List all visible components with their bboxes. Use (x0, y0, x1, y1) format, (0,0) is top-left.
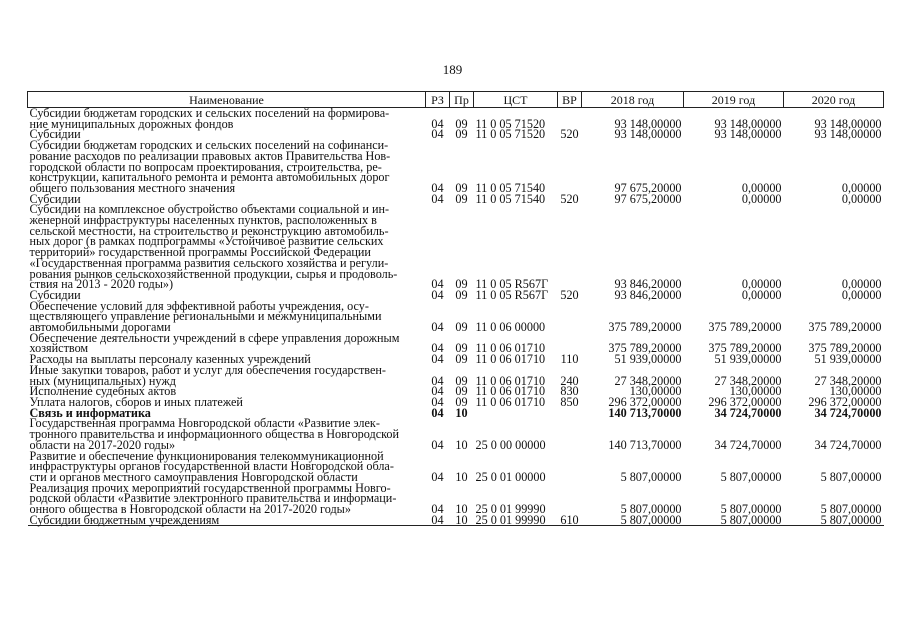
name-line: ствия на 2013 - 2020 годы») (29, 277, 174, 292)
cell-rz: 04 (431, 352, 444, 367)
cell-cst: 25 0 01 99990 (474, 515, 558, 526)
cell-2020: 0,00000 (841, 287, 882, 302)
cell-2020: 34 724,70000 (814, 437, 882, 452)
cell-pr: 09 (455, 394, 468, 409)
header-2020: 2020 год (784, 92, 884, 108)
name-line: сельской местности, на строительство и реконструкцию автомобиль- (29, 223, 389, 238)
cell-2019: 0,00000 (741, 180, 782, 195)
cell-cst: 11 0 06 01710 (475, 341, 546, 356)
name-line: ных (муниципальных) нужд (29, 373, 176, 388)
cell-2018: 93 846,20000 (614, 287, 682, 302)
cell-2019: 93 148,00000 (714, 116, 782, 131)
cell-2020: 375 789,20000 (808, 341, 882, 356)
name-line: Субсидии (29, 127, 81, 142)
name-line: Государственная программа Новгородской области «Развитие элек- (29, 416, 380, 431)
cell-rz: 04 (431, 180, 444, 195)
cell-vr (558, 408, 582, 419)
cell-pr: 10 (450, 515, 474, 526)
cell-pr: 09 (455, 277, 468, 292)
cell-cst: 11 0 06 01710 (475, 373, 546, 388)
cell-2019: 296 372,00000 (708, 394, 782, 409)
cell-2019: 375 789,20000 (708, 341, 782, 356)
cell-2018: 375 789,20000 (608, 341, 682, 356)
cell-pr: 09 (455, 384, 468, 399)
name-line: Субсидии на комплексное обустройство объектами социальной и ин- (29, 202, 390, 217)
cell-cst: 11 0 05 71520 (475, 116, 546, 131)
name-line: рования рынков сельскохозяйственной продукции, сырья и продоволь- (29, 266, 398, 281)
cell-2018: 27 348,20000 (614, 373, 682, 388)
cell-rz: 04 (431, 341, 444, 356)
header-2018: 2018 год (582, 92, 684, 108)
cell-2019: 27 348,20000 (714, 373, 782, 388)
cell-2020: 0,00000 (841, 191, 882, 206)
cell-2019: 5 807,00000 (684, 515, 784, 526)
cell-vr: 520 (560, 287, 579, 302)
cell-rz: 04 (431, 384, 444, 399)
cell-name (28, 140, 426, 194)
cell-pr: 10 (455, 502, 468, 517)
cell-cst: 11 0 06 01710 (475, 394, 546, 409)
cell-rz: 04 (426, 515, 450, 526)
cell-vr: 110 (560, 352, 579, 367)
cell-vr: 240 (560, 373, 579, 388)
name-line: хозяйством (29, 341, 89, 356)
cell-cst: 25 0 01 99990 (475, 502, 546, 517)
cell-2019: 34 724,70000 (714, 437, 782, 452)
cell-vr: 610 (558, 515, 582, 526)
name-line: онного общества в Новгородской области на 2017-2020 годы» (29, 502, 351, 517)
table-row (28, 483, 884, 515)
cell-cst: 11 0 05 71520 (475, 127, 546, 142)
name-line: Субсидии бюджетным учреждениям (29, 512, 220, 527)
cell-2020: 51 939,00000 (814, 352, 882, 367)
name-line: ществляющего управление региональными и межмуниципальными (29, 309, 382, 324)
cell-pr: 09 (455, 180, 468, 195)
cell-2018: 97 675,20000 (614, 191, 682, 206)
cell-2018: 51 939,00000 (614, 352, 682, 367)
cell-2018: 5 807,00000 (620, 502, 682, 517)
cell-name (28, 204, 426, 290)
cell-2019: 93 148,00000 (714, 127, 782, 142)
cell-rz: 04 (431, 287, 444, 302)
cell-vr (558, 204, 582, 290)
cell-2020: 0,00000 (841, 277, 882, 292)
cell-pr: 09 (455, 341, 468, 356)
cell-2019: 0,00000 (741, 287, 782, 302)
cell-vr (558, 418, 582, 450)
cell-2020: 27 348,20000 (814, 373, 882, 388)
name-line: Расходы на выплаты персоналу казенных учреждений (29, 352, 311, 367)
cell-2020: 0,00000 (841, 180, 882, 195)
header-cst: ЦСТ (474, 92, 558, 108)
name-line: автомобильными дорогами (29, 320, 171, 335)
name-line: Субсидии бюджетам городских и сельских поселений на формирова- (29, 106, 390, 120)
cell-2019: 375 789,20000 (708, 320, 782, 335)
cell-name (28, 512, 426, 527)
cell-rz: 04 (431, 116, 444, 131)
cell-name (28, 418, 426, 450)
cell-rz: 04 (431, 469, 444, 484)
cell-name (28, 362, 426, 388)
table-row (28, 204, 884, 290)
name-line: «Государственная программа развития сельского хозяйства и регули- (29, 255, 389, 270)
table-row (28, 108, 884, 130)
name-line: женерной инфраструктуры населенных пунктов, расположенных в (29, 213, 377, 228)
cell-2018: 5 807,00000 (582, 515, 684, 526)
table-row (28, 333, 884, 354)
cell-cst: 25 0 00 00000 (475, 437, 546, 452)
header-2019: 2019 год (684, 92, 784, 108)
cell-2018: 130,00000 (629, 384, 682, 399)
cell-2019: 34 724,70000 (714, 405, 782, 420)
name-line: инфраструктуры органов государственной власти Новгородской обла- (29, 459, 394, 474)
cell-vr: 830 (560, 384, 579, 399)
cell-vr: 520 (560, 127, 579, 142)
cell-rz: 04 (431, 394, 444, 409)
name-line: Субсидии (29, 191, 81, 206)
cell-name (28, 330, 426, 356)
cell-name (28, 448, 426, 484)
cell-cst: 11 0 05 71540 (475, 191, 546, 206)
cell-pr: 09 (455, 116, 468, 131)
cell-pr: 10 (455, 405, 468, 420)
cell-rz: 04 (431, 320, 444, 335)
cell-rz: 04 (431, 127, 444, 142)
table-row (28, 515, 884, 526)
header-name: Наименование (28, 92, 426, 108)
cell-2018: 97 675,20000 (614, 180, 682, 195)
name-line: Обеспечение деятельности учреждений в сфере управления дорожным (29, 330, 400, 345)
table-row (28, 140, 884, 194)
budget-table (27, 91, 884, 526)
cell-pr: 09 (455, 373, 468, 388)
cell-vr (558, 140, 582, 194)
header-rz: РЗ (426, 92, 450, 108)
name-line: Иные закупки товаров, работ и услуг для обеспечения государствен- (29, 362, 386, 377)
header-vr: ВР (558, 92, 582, 108)
cell-name (28, 480, 426, 517)
name-line: конструкции, капитального ремонта и ремонта автомобильных дорог (29, 170, 390, 185)
name-line: Исполнение судебных актов (29, 384, 177, 399)
name-line: сти и органов местного самоуправления Новгородской области (29, 469, 358, 484)
table-row (28, 301, 884, 333)
cell-cst: 11 0 06 01710 (475, 384, 546, 399)
cell-2019: 130,00000 (729, 384, 782, 399)
cell-pr: 09 (455, 191, 468, 206)
cell-vr (558, 451, 582, 483)
cell-2018: 93 846,20000 (614, 277, 682, 292)
cell-rz: 04 (431, 191, 444, 206)
cell-2020: 130,00000 (829, 384, 882, 399)
cell-2019: 0,00000 (741, 277, 782, 292)
cell-cst: 11 0 05 R567Г (475, 287, 549, 302)
cell-vr (558, 301, 582, 333)
cell-2020: 375 789,20000 (808, 320, 882, 335)
name-line: Субсидии бюджетам городских и сельских поселений на софинанси- (29, 138, 389, 153)
cell-pr: 09 (455, 352, 468, 367)
cell-rz: 04 (431, 373, 444, 388)
name-line: Реализация прочих мероприятий государственной программы Новго- (29, 480, 391, 495)
cell-2020: 296 372,00000 (808, 394, 882, 409)
cell-2019: 5 807,00000 (720, 469, 782, 484)
name-line: Субсидии (29, 287, 81, 302)
name-line: Связь и информатика (29, 405, 151, 420)
cell-2018: 93 148,00000 (614, 116, 682, 131)
cell-2018: 5 807,00000 (620, 469, 682, 484)
cell-name (28, 108, 426, 130)
cell-pr: 09 (455, 127, 468, 142)
cell-cst: 11 0 06 01710 (475, 352, 546, 367)
cell-2018: 93 148,00000 (614, 127, 682, 142)
table-row (28, 418, 884, 450)
cell-2019: 5 807,00000 (720, 502, 782, 517)
cell-cst: 25 0 01 00000 (475, 469, 546, 484)
cell-cst: 11 0 06 00000 (475, 320, 546, 335)
table-row (28, 365, 884, 386)
cell-cst: 11 0 05 71540 (475, 180, 546, 195)
name-line: родской области «Развитие электронного правительства и информаци- (29, 491, 397, 506)
name-line: рование расходов по реализации правовых актов Правительства Нов- (29, 148, 391, 163)
cell-2020: 5 807,00000 (784, 515, 884, 526)
name-line: общего пользования местного значения (29, 180, 236, 195)
name-line: тронного правительства и информационного общества в Новгородской (29, 427, 400, 442)
cell-vr: 850 (560, 394, 579, 409)
cell-2018: 140 713,70000 (608, 405, 682, 420)
page-number: 189 (442, 62, 463, 77)
table-body (28, 108, 884, 526)
name-line: области на 2017-2020 годы» (29, 437, 176, 452)
name-line: Уплата налогов, сборов и иных платежей (29, 394, 243, 409)
name-line: ние муниципальных дорожных фондов (29, 116, 234, 131)
name-line: Развитие и обеспечение функционирования телекоммуникационной (29, 448, 384, 463)
cell-2018: 375 789,20000 (608, 320, 682, 335)
cell-2020: 5 807,00000 (820, 469, 882, 484)
cell-rz: 04 (431, 437, 444, 452)
cell-rz: 04 (431, 502, 444, 517)
name-line: ных дорог (в рамках подпрограммы «Устойчивое развитие сельских (29, 234, 384, 249)
cell-2020: 34 724,70000 (814, 405, 882, 420)
cell-vr (558, 333, 582, 354)
cell-pr: 10 (455, 437, 468, 452)
cell-rz: 04 (431, 277, 444, 292)
cell-vr (558, 108, 582, 130)
cell-2020: 5 807,00000 (820, 502, 882, 517)
cell-cst: 11 0 05 R567Г (475, 277, 549, 292)
cell-pr: 10 (455, 469, 468, 484)
header-pr: Пр (450, 92, 474, 108)
cell-2018: 296 372,00000 (608, 394, 682, 409)
cell-name (28, 298, 426, 335)
cell-pr: 09 (455, 320, 468, 335)
cell-rz: 04 (431, 405, 444, 420)
name-line: городской области по вопросам проектирования, строительства, ре- (29, 159, 382, 174)
cell-2019: 51 939,00000 (714, 352, 782, 367)
cell-2020: 93 148,00000 (814, 127, 882, 142)
cell-2020: 93 148,00000 (814, 116, 882, 131)
cell-2018: 140 713,70000 (608, 437, 682, 452)
cell-pr: 09 (455, 287, 468, 302)
name-line: Обеспечение условий для эффективной работы учреждения, осу- (29, 298, 369, 313)
name-line: территорий» государственной программы Российской Федерации (29, 245, 371, 260)
cell-2019: 0,00000 (741, 191, 782, 206)
cell-cst (474, 408, 558, 419)
cell-vr: 520 (560, 191, 579, 206)
table-row (28, 451, 884, 483)
cell-vr (558, 483, 582, 515)
